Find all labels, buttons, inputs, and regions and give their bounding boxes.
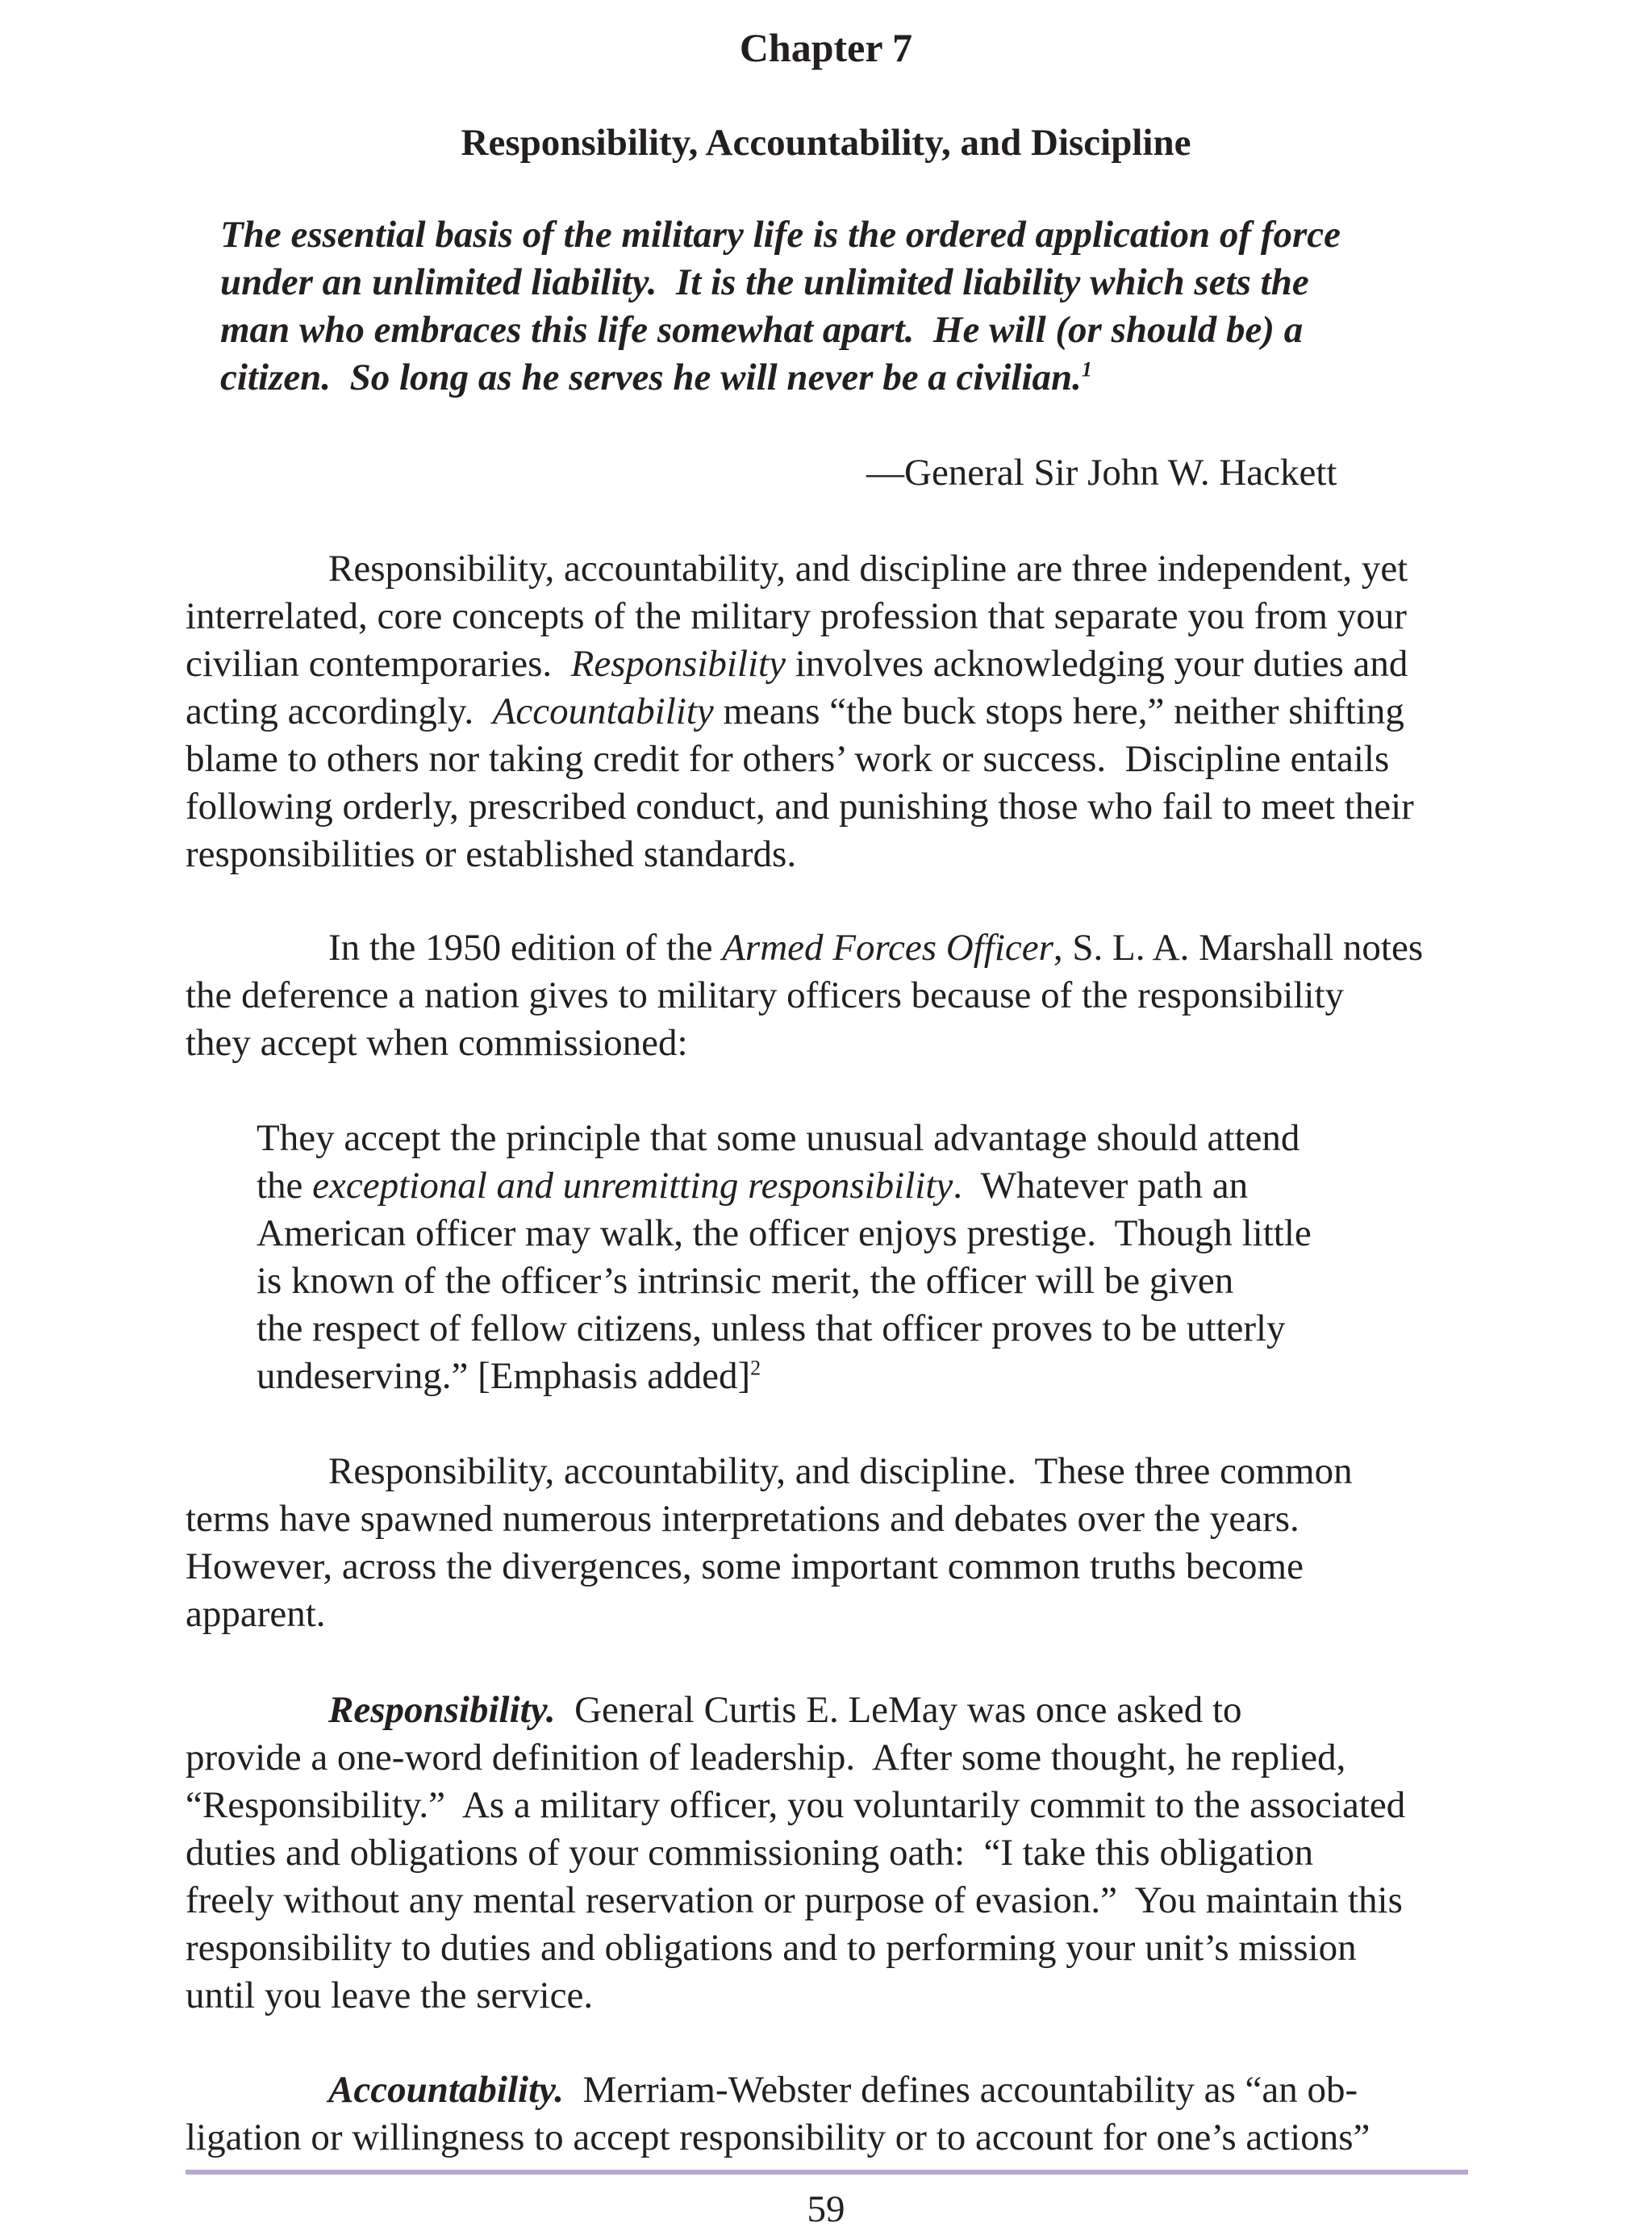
text-line: Responsibility, accountability, and discipline. These three common bbox=[328, 1450, 1353, 1492]
epigraph-line: The essential basis of the military life is the ordered application of force bbox=[220, 214, 1341, 256]
text-run: involves acknowledging your duties and bbox=[785, 643, 1408, 685]
text-run: . Whatever path an bbox=[953, 1165, 1249, 1207]
section-heading: Accountability. bbox=[328, 2069, 565, 2111]
text-line bbox=[186, 2066, 1476, 2114]
text-run: means “the buck stops here,” neither shifting bbox=[713, 690, 1404, 732]
quote-line bbox=[257, 1162, 1434, 1210]
epigraph-attribution: —General Sir John W. Hackett bbox=[866, 452, 1337, 494]
paragraph-marshall bbox=[186, 924, 1476, 1067]
text-line bbox=[186, 1687, 1476, 1734]
text-line: freely without any mental reservation or purpose of evasion.” You maintain this bbox=[186, 1879, 1403, 1921]
book-title: Armed Forces Officer bbox=[722, 927, 1053, 969]
text-line: ligation or willingness to accept responsibility or to account for one’s actions” bbox=[186, 2116, 1370, 2158]
text-line: apparent. bbox=[186, 1593, 326, 1635]
text-line: provide a one-word definition of leadership. After some thought, he replied, bbox=[186, 1737, 1346, 1779]
paragraph-intro bbox=[186, 545, 1476, 878]
text-line: they accept when commissioned: bbox=[186, 1022, 688, 1064]
text-line bbox=[186, 688, 1476, 736]
text-run: In the 1950 edition of the bbox=[328, 927, 723, 969]
epigraph-line: under an unlimited liability. It is the unlimited liability which sets the bbox=[220, 261, 1309, 303]
text-run: acting accordingly. bbox=[186, 690, 493, 732]
italic-term: Accountability bbox=[492, 690, 714, 732]
epigraph-line bbox=[220, 354, 1430, 402]
paragraph-accountability bbox=[186, 2066, 1476, 2162]
text-line: terms have spawned numerous interpretations and debates over the years. bbox=[186, 1498, 1299, 1540]
epigraph-line: man who embraces this life somewhat apart. He will (or should be) a bbox=[220, 309, 1304, 351]
footnote-marker: 1 bbox=[1081, 357, 1092, 382]
chapter-title: Responsibility, Accountability, and Discipline bbox=[461, 122, 1191, 164]
epigraph-quote bbox=[220, 211, 1430, 402]
quote-line: They accept the principle that some unusual advantage should attend bbox=[257, 1117, 1300, 1159]
page-number: 59 bbox=[807, 2188, 845, 2230]
italic-term: Responsibility bbox=[570, 643, 786, 685]
text-run: Merriam-Webster defines accountability as “an ob- bbox=[564, 2069, 1358, 2111]
quote-line: the respect of fellow citizens, unless that officer proves to be utterly bbox=[257, 1307, 1286, 1349]
text-line: until you leave the service. bbox=[186, 1975, 594, 2016]
paragraph-responsibility bbox=[186, 1687, 1476, 2020]
quote-line bbox=[257, 1353, 1434, 1400]
text-line bbox=[186, 640, 1476, 688]
text-line: duties and obligations of your commissioning oath: “I take this obligation bbox=[186, 1832, 1314, 1874]
epigraph-line-text: citizen. So long as he serves he will never be a civilian. bbox=[220, 357, 1082, 398]
text-line: following orderly, prescribed conduct, and punishing those who fail to meet their bbox=[186, 786, 1414, 828]
text-run: General Curtis E. LeMay was once asked to bbox=[555, 1689, 1242, 1731]
text-run: undeserving.” [Emphasis added] bbox=[257, 1355, 751, 1397]
italic-emphasis: exceptional and unremitting responsibility bbox=[312, 1165, 953, 1207]
quote-line: is known of the officer’s intrinsic merit, the officer will be given bbox=[257, 1260, 1234, 1302]
text-run: the bbox=[257, 1165, 313, 1207]
footer-divider bbox=[186, 2170, 1468, 2175]
text-line: “Responsibility.” As a military officer, you voluntarily commit to the associated bbox=[186, 1784, 1406, 1826]
block-quote bbox=[257, 1115, 1434, 1400]
text-line: the deference a nation gives to military officers because of the responsibility bbox=[186, 974, 1345, 1016]
text-run: civilian contemporaries. bbox=[186, 643, 571, 685]
text-line: blame to others nor taking credit for others’ work or success. Discipline entails bbox=[186, 738, 1390, 780]
text-line: However, across the divergences, some important common truths become bbox=[186, 1545, 1304, 1587]
quote-line: American officer may walk, the officer enjoys prestige. Though little bbox=[257, 1212, 1312, 1254]
text-line bbox=[186, 924, 1476, 972]
chapter-number: Chapter 7 bbox=[739, 25, 913, 70]
footnote-marker: 2 bbox=[750, 1356, 761, 1380]
text-line: Responsibility, accountability, and discipline are three independent, yet bbox=[328, 548, 1408, 590]
text-line: interrelated, core concepts of the military profession that separate you from your bbox=[186, 595, 1407, 637]
text-line: responsibilities or established standards. bbox=[186, 833, 797, 875]
section-heading: Responsibility. bbox=[328, 1689, 556, 1731]
text-line: responsibility to duties and obligations and to performing your unit’s mission bbox=[186, 1927, 1357, 1969]
paragraph-common-truths bbox=[186, 1448, 1476, 1638]
text-run: , S. L. A. Marshall notes bbox=[1053, 927, 1424, 969]
